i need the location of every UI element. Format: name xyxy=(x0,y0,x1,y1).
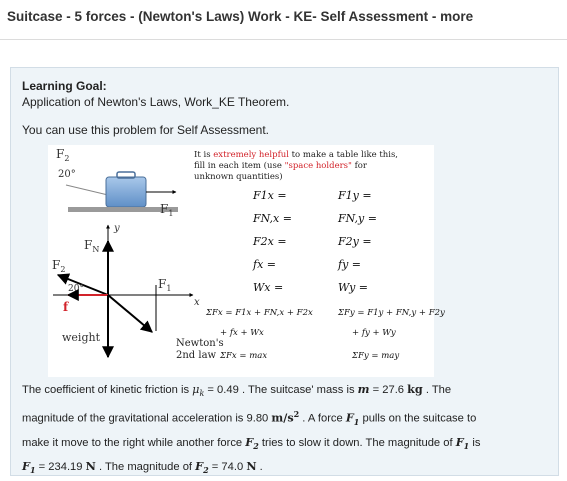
table-cell: FN,x = xyxy=(253,212,292,225)
problem-statement: The coefficient of kinetic friction is $\mu_k = 0.49$ . The suitcase' mass is m = 27.6 kg . The magnitude of the gravitational acceleration is 9.80 $m/s^2$ . A force $F_1$ pulls on the suitcase to make it move to the right while another force $F_2$ tries to slow it down. The magnitude of $F_1$ is $F_1 = 234.19$ N . The magnitude of $F_2 = 74.0$ N . xyxy=(22,382,481,476)
table-cell: F2y = xyxy=(338,235,372,248)
table-cell: Wx = xyxy=(253,281,284,294)
table-cell: fx = xyxy=(253,258,276,271)
f1-arrow xyxy=(108,295,152,332)
f1-label: $F_1$ xyxy=(158,277,172,293)
normal-force-label: $F_N$ xyxy=(84,238,100,254)
mu-symbol: μ xyxy=(192,383,200,396)
svg-text:fill in each item (use "space: fill in each item (use "space holders" for xyxy=(194,161,367,171)
y-axis-label: y xyxy=(114,223,120,234)
sum-y-line1: ΣFy = F1y + FN,y + F2y xyxy=(338,308,445,318)
problem-figure xyxy=(48,145,445,377)
self-assessment-text: You can use this problem for Self Assessment. xyxy=(22,123,270,137)
f1-top-label: $F_1$ xyxy=(160,202,174,218)
page-title: Suitcase - 5 forces - (Newton's Laws) Work - KE- Self Assessment - more xyxy=(7,9,474,24)
component-table xyxy=(252,189,377,294)
table-cell: F1y = xyxy=(338,189,372,202)
svg-text:unknown quantities): unknown quantities) xyxy=(194,172,283,182)
sum-y-line2: + fy + Wy xyxy=(352,328,396,338)
table-cell: FN,y = xyxy=(338,212,377,225)
svg-text:2nd law: 2nd law xyxy=(176,350,217,361)
sum-y-line3: ΣFy = may xyxy=(352,351,400,361)
sum-x-line2: + fx + Wx xyxy=(220,328,264,338)
f2-top-label: $F_2$ xyxy=(56,147,70,163)
learning-goal-label: Learning Goal: xyxy=(22,79,107,93)
angle-mid-label: 20° xyxy=(68,284,84,294)
free-body-diagram xyxy=(52,223,200,357)
x-axis-label: x xyxy=(194,297,200,308)
table-cell: Wy = xyxy=(338,281,368,294)
svg-text:It is extremely helpful to mak: It is extremely helpful to make a table like this, xyxy=(194,150,399,160)
newton-sums xyxy=(205,308,445,361)
newton-label xyxy=(176,338,224,361)
f2-label: $F_2$ xyxy=(52,258,66,274)
table-cell: fy = xyxy=(338,258,361,271)
table-cell: F1x = xyxy=(253,189,287,202)
f1-vector-symbol: F xyxy=(345,410,354,425)
weight-label: weight xyxy=(62,331,100,344)
angle-top-label: 20° xyxy=(58,169,76,180)
f2-vector-symbol: F xyxy=(245,435,254,450)
problem-panel xyxy=(10,67,559,476)
f2-top-arrow xyxy=(66,185,108,195)
sum-x-line3: ΣFx = max xyxy=(220,351,268,361)
sum-x-line1: ΣFx = F1x + FN,x + F2x xyxy=(206,308,313,318)
friction-label: f xyxy=(63,300,69,314)
mass-symbol: m xyxy=(357,382,370,396)
suitcase-shape xyxy=(106,177,146,207)
suitcase-diagram xyxy=(56,147,178,218)
learning-goal-text: Application of Newton's Laws, Work_KE Theorem. xyxy=(22,95,290,109)
figure-svg xyxy=(48,145,445,377)
page-header xyxy=(0,0,567,40)
svg-text:Newton's: Newton's xyxy=(176,338,224,349)
instruction-note xyxy=(194,150,398,182)
table-cell: F2x = xyxy=(253,235,287,248)
